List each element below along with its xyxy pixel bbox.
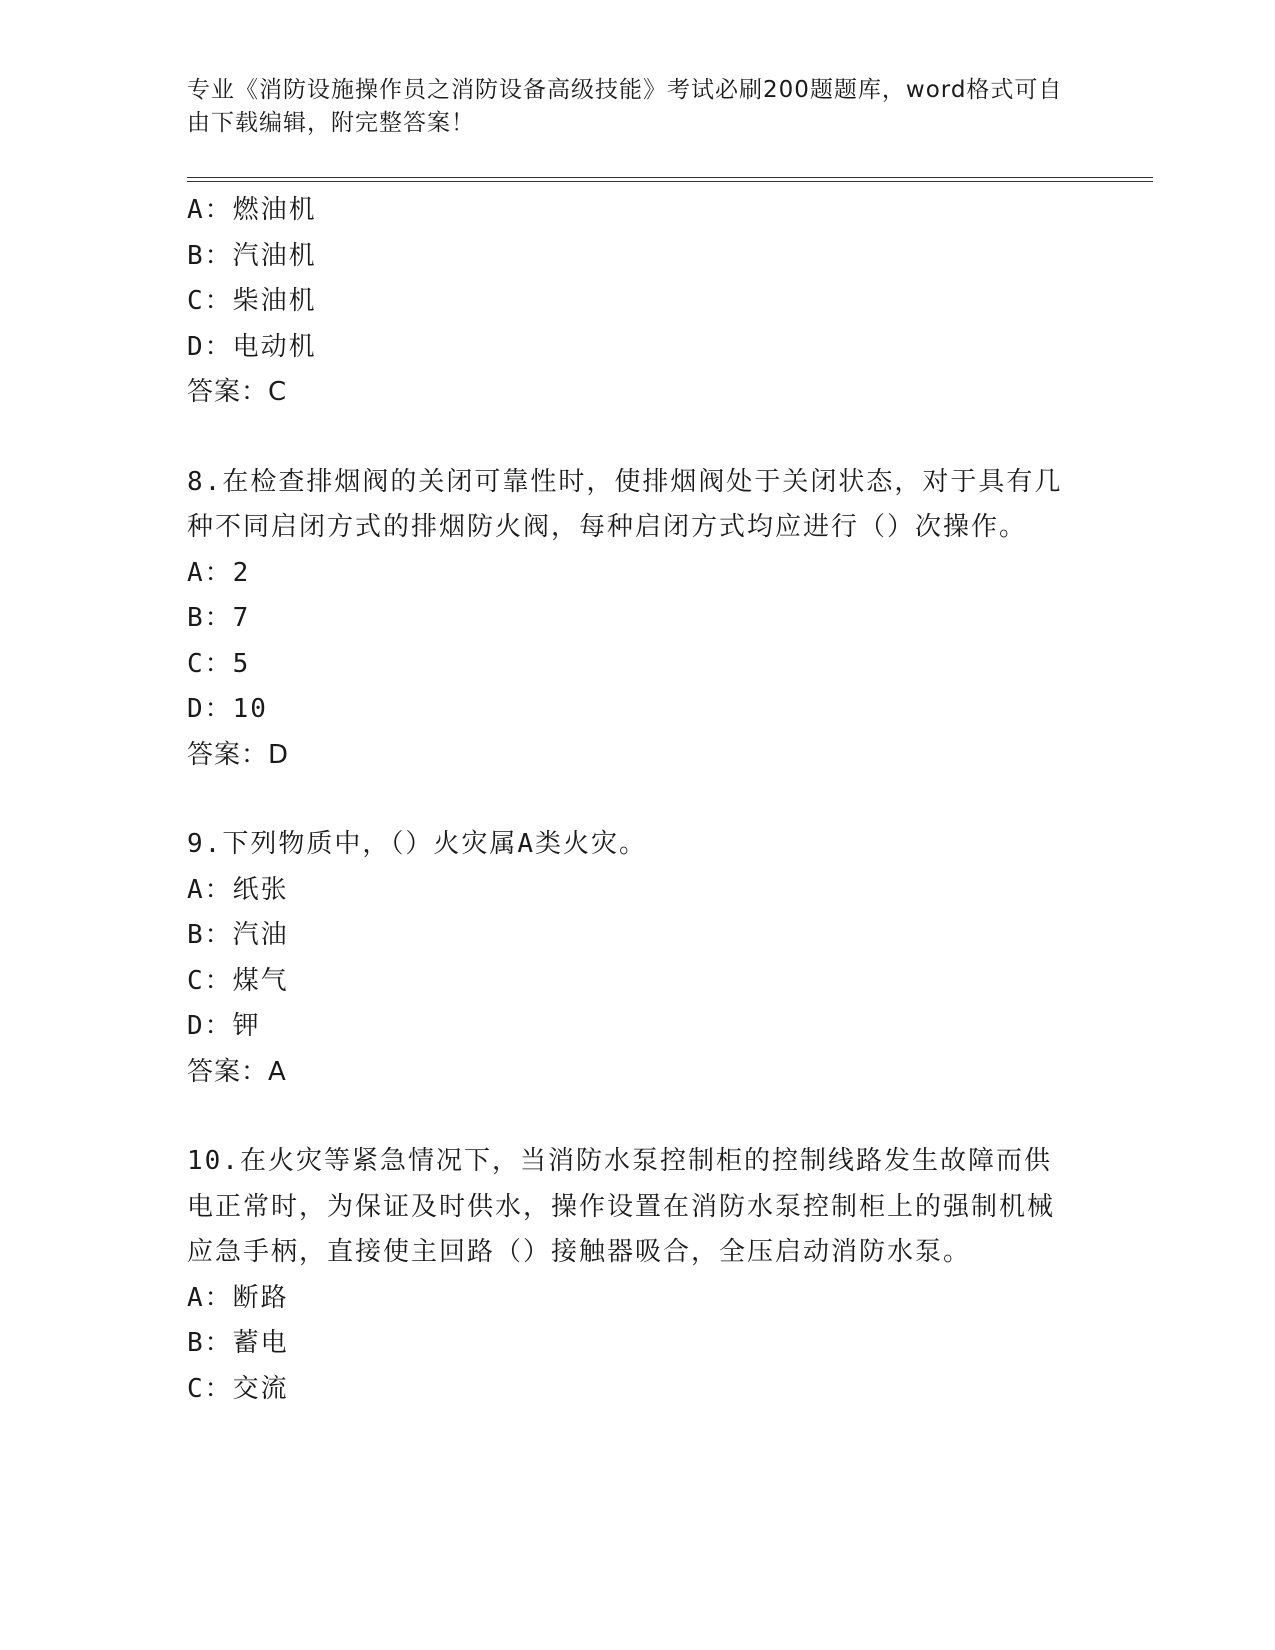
option-d: D：电动机 — [187, 331, 317, 362]
answer-line: 答案：A — [187, 1056, 287, 1087]
question-text: 9.下列物质中，（）火灾属A类火灾。 — [187, 829, 647, 859]
document-header — [187, 74, 1067, 140]
question-number: 9. — [187, 829, 223, 859]
option-b: B：7 — [187, 603, 251, 633]
question-block — [187, 822, 1087, 1095]
option-b: B：汽油机 — [187, 240, 317, 271]
option-a: A：燃油机 — [187, 195, 317, 225]
question-number: 10. — [187, 1146, 240, 1176]
document-title: 专业《消防设施操作员之消防设备高级技能》考试必刷200题题库，word格式可自由下载编辑，附完整答案！ — [187, 77, 1063, 136]
question-text: 8.在检查排烟阀的关闭可靠性时，使排烟阀处于关闭状态，对于具有几种不同启闭方式的排烟防火阀，每种启闭方式均应进行（）次操作。 — [187, 466, 1063, 542]
question-list — [187, 188, 1087, 1412]
option-a: A：纸张 — [187, 874, 289, 905]
answer-line: 答案：C — [187, 377, 288, 407]
option-d: D：钾 — [187, 1011, 261, 1041]
option-b: B：蓄电 — [187, 1328, 289, 1358]
answer-line: 答案：D — [187, 739, 290, 770]
question-text: 10.在火灾等紧急情况下，当消防水泵控制柜的控制线路发生故障而供电正常时，为保证及时供水，操作设置在消防水泵控制柜上的强制机械应急手柄，直接使主回路（）接触器吸合，全压启动消防水泵。 — [187, 1146, 1056, 1267]
option-c: C：柴油机 — [187, 286, 317, 316]
option-c: C：5 — [187, 648, 251, 679]
option-a: A：2 — [187, 557, 251, 588]
option-c: C：煤气 — [187, 965, 289, 996]
option-c: C：交流 — [187, 1373, 289, 1404]
option-b: B：汽油 — [187, 920, 289, 950]
question-block — [187, 460, 1087, 779]
question-number: 8. — [187, 466, 223, 497]
option-a: A：断路 — [187, 1282, 289, 1313]
question-block — [187, 188, 1087, 416]
header-divider — [187, 177, 1153, 182]
option-d: D：10 — [187, 694, 268, 724]
question-block — [187, 1139, 1087, 1412]
